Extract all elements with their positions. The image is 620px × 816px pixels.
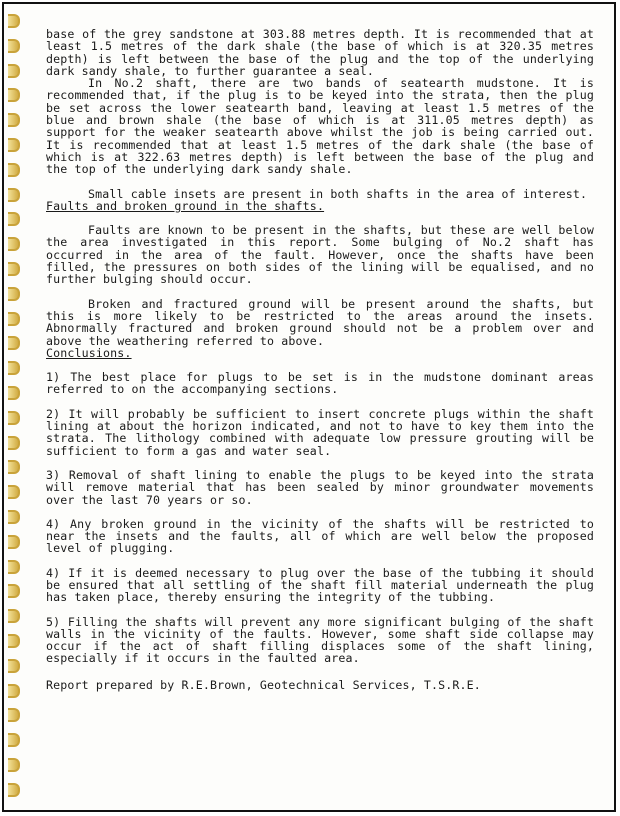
binding-ring [8,361,20,375]
binding-ring [8,138,20,152]
paragraph-cable-insets: Small cable insets are present in both shafts in the area of interest. [88,186,588,201]
page-frame [2,2,616,812]
binding-ring [8,609,20,623]
binding-ring [8,163,20,177]
binding-ring [8,336,20,350]
binding-ring [8,733,20,747]
binding-ring [8,262,20,276]
spiral-binding [8,14,22,810]
conclusion-2: 2) It will probably be sufficient to insert concrete plugs within the shaft lining at about the horizon indicated, and not to have to key them into the strata. The lithology combined with adequate low pressure grouting will be sufficient to form a gas and water seal. [46,406,594,458]
binding-ring [8,113,20,127]
binding-ring [8,560,20,574]
binding-ring [8,188,20,202]
binding-ring [8,64,20,78]
binding-ring [8,758,20,772]
binding-ring [8,485,20,499]
binding-ring [8,684,20,698]
paragraph-broken-ground: Broken and fractured ground will be present around the shafts, but this is more likely to be restricted to the areas around the insets. Abnormally fractured and broken ground should not be a problem over and above the weathering referred to above. [46,296,594,348]
paragraph-plug-no2: In No.2 shaft, there are two bands of seatearth mudstone. It is recommended that, if the plug is to be keyed into the strata, then the plug be set across the lower seatearth band, leaving at least 1.5 metres of the blue and brown shale (the base of which is at 311.05 metres depth) as support for the weaker seatearth above whilst the job is being carried out. It is recommended that at least 1.5 metres of the dark shale (the base of which is at 322.63 metres depth) is left between the base of the plug and the top of the underlying dark sandy shale. [46,76,594,177]
binding-ring [8,535,20,549]
document-body [46,28,594,691]
binding-ring [8,287,20,301]
conclusions-heading: Conclusions. [46,345,132,360]
faults-heading: Faults and broken ground in the shafts. [46,198,325,213]
binding-ring [8,39,20,53]
binding-ring [8,237,20,251]
binding-ring [8,411,20,425]
conclusion-5: 5) Filling the shafts will prevent any more significant bulging of the shaft walls in the vicinity of the faults. However, some shaft side collapse may occur if the act of shaft filling displaces some of the shaft lining, especially if it occurs in the faulted area. [46,614,594,666]
report-signature: Report prepared by R.E.Brown, Geotechnical Services, T.S.R.E. [46,677,481,692]
paragraph-plug-no1: base of the grey sandstone at 303.88 metres depth. It is recommended that at least 1.5 metres of the dark shale (the base of which is at 320.35 metres depth) is left between the base of the plug and the top of the underlying dark sandy shale, to further guarantee a seal. [46,27,594,78]
conclusion-4: 4) Any broken ground in the vicinity of the shafts will be restricted to near the insets and the faults, all of which are well below the proposed level of plugging. [46,516,594,556]
binding-ring [8,708,20,722]
binding-ring [8,212,20,226]
binding-ring [8,634,20,648]
conclusion-1: 1) The best place for plugs to be set is in the mudstone dominant areas referred to on the accompanying sections. [46,370,594,397]
binding-ring [8,88,20,102]
binding-ring [8,510,20,524]
binding-ring [8,584,20,598]
binding-ring [8,783,20,797]
binding-ring [8,386,20,400]
binding-ring [8,659,20,673]
binding-ring [8,460,20,474]
binding-ring [8,312,20,326]
conclusion-3: 3) Removal of shaft lining to enable the plugs to be keyed into the strata will remove material that has been sealed by minor groundwater movements over the last 70 years or so. [46,467,594,507]
paragraph-faults: Faults are known to be present in the shafts, but these are well below the area investigated in this report. Some bulging of No.2 shaft has occurred in the area of the fault. However, once the shafts have been filled, the pressures on both sides of the lining will be equalised, and no further bulging should occur. [46,223,594,287]
conclusion-4b: 4) If it is deemed necessary to plug over the base of the tubbing it should be ensured that all settling of the shaft fill material underneath the plug has taken place, thereby ensuring the integrity of the tubbing. [46,565,594,605]
binding-ring [8,14,20,28]
binding-ring [8,436,20,450]
